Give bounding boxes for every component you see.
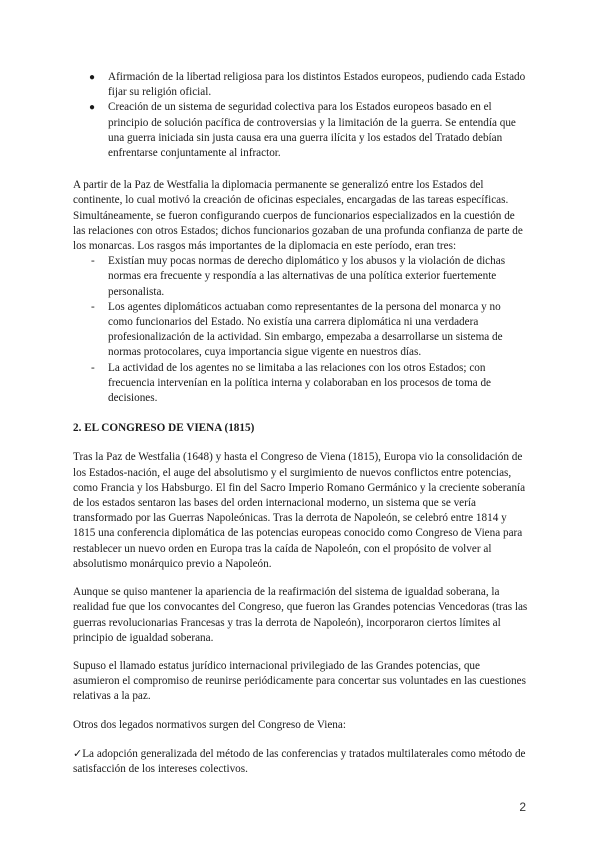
page-number: 2 (519, 800, 526, 814)
bullet-text: Creación de un sistema de seguridad colectiva para los Estados europeos basado en el principio de solución pacífica de controversias y la limitación de la guerra. Se entendía que una guerra iniciada sin justa causa era una guerra ilícita y los estados del Tratado debían enfrentarse conjuntamente al infractor. (108, 101, 516, 160)
bullet-list (73, 70, 528, 161)
page-content (73, 70, 528, 777)
dash-item (73, 254, 528, 300)
dash-marker: - (91, 300, 95, 313)
check-item-text: La adopción generalizada del método de las conferencias y tratados multilaterales como método de satisfacción de los intereses colectivos. (73, 747, 526, 775)
dash-text: Los agentes diplomáticos actuaban como representantes de la persona del monarca y no como funcionarios del Estado. No existía una carrera diplomática ni una verdadera profesionalización de la actividad. Sin embargo, empezaba a desarrollarse un sistema de normas protocolares, cuya importancia sigue vigente en nuestros días. (108, 300, 503, 359)
dash-item (73, 361, 528, 407)
body-paragraph: Aunque se quiso mantener la apariencia de la reafirmación del sistema de igualdad soberana, la realidad fue que los convocantes del Congreso, que fueron las Grandes potencias Vencedoras (tras las guerras revolucionarias Francesas y tras la derrota de Napoleón), incorporaron ciertos límites al principio de igualdad soberana. (73, 586, 528, 644)
bullet-item (73, 70, 528, 100)
body-paragraph: Supuso el llamado estatus jurídico internacional privilegiado de las Grandes potencias, que asumieron el compromiso de reunirse periódicamente para concertar sus voluntades en las cuestiones relativas a la paz. (73, 659, 526, 703)
body-paragraph: Tras la Paz de Westfalia (1648) y hasta el Congreso de Viena (1815), Europa vio la consolidación de los Estados-nación, el auge del absolutismo y el surgimiento de nuevos conflictos entre potencias, como Francia y los Habsburgo. El fin del Sacro Imperio Romano Germánico y la creciente soberanía de los estados sentaron las bases del orden internacional moderno, un sistema que se vería transformado por las Guerras Napoleónicas. Tras la derrota de Napoleón, se celebró entre 1814 y 1815 una conferencia diplomática de las potencias europeas conocido como Congreso de Viena para restablecer un nuevo orden en Europa tras la caída de Napoleón, con el propósito de volver al absolutismo monárquico previo a Napoleón. (73, 451, 526, 570)
checkmark-icon: ✓ (73, 746, 83, 760)
bullet-item (73, 100, 528, 161)
bullet-marker: ● (89, 72, 96, 83)
body-paragraph: Otros dos legados normativos surgen del Congreso de Viena: (73, 718, 346, 731)
check-item (73, 746, 528, 777)
dash-marker: - (91, 255, 95, 268)
intro-paragraph: A partir de la Paz de Westfalia la diplomacia permanente se generalizó entre los Estados del continente, lo cual motivó la creación de oficinas especiales, encargadas de las tareas específicas. Simultáneamente, se fueron configurando cuerpos de funcionarios especializados en la cuestión de las relaciones con otros Estados; dichos funcionarios gozaban de una profunda confianza de parte de los monarcas. Los rasgos más importantes de la diplomacia en este período, eran tres: (73, 179, 523, 253)
dash-list (73, 254, 528, 406)
bullet-marker: ● (89, 102, 96, 114)
dash-item (73, 300, 528, 361)
section-heading: 2. EL CONGRESO DE VIENA (1815) (73, 422, 255, 435)
dash-marker: - (91, 361, 95, 374)
dash-text: Existían muy pocas normas de derecho diplomático y los abusos y la violación de dichas normas era frecuente y respondía a las alternativas de una política exterior fuertemente personalista. (108, 255, 506, 298)
dash-text: La actividad de los agentes no se limitaba a las relaciones con los otros Estados; con frecuencia intervenían en la política interna y colaboraban en los procesos de toma de decisiones. (108, 361, 492, 405)
bullet-text: Afirmación de la libertad religiosa para los distintos Estados europeos, pudiendo cada Estado fijar su religión oficial. (108, 71, 526, 99)
